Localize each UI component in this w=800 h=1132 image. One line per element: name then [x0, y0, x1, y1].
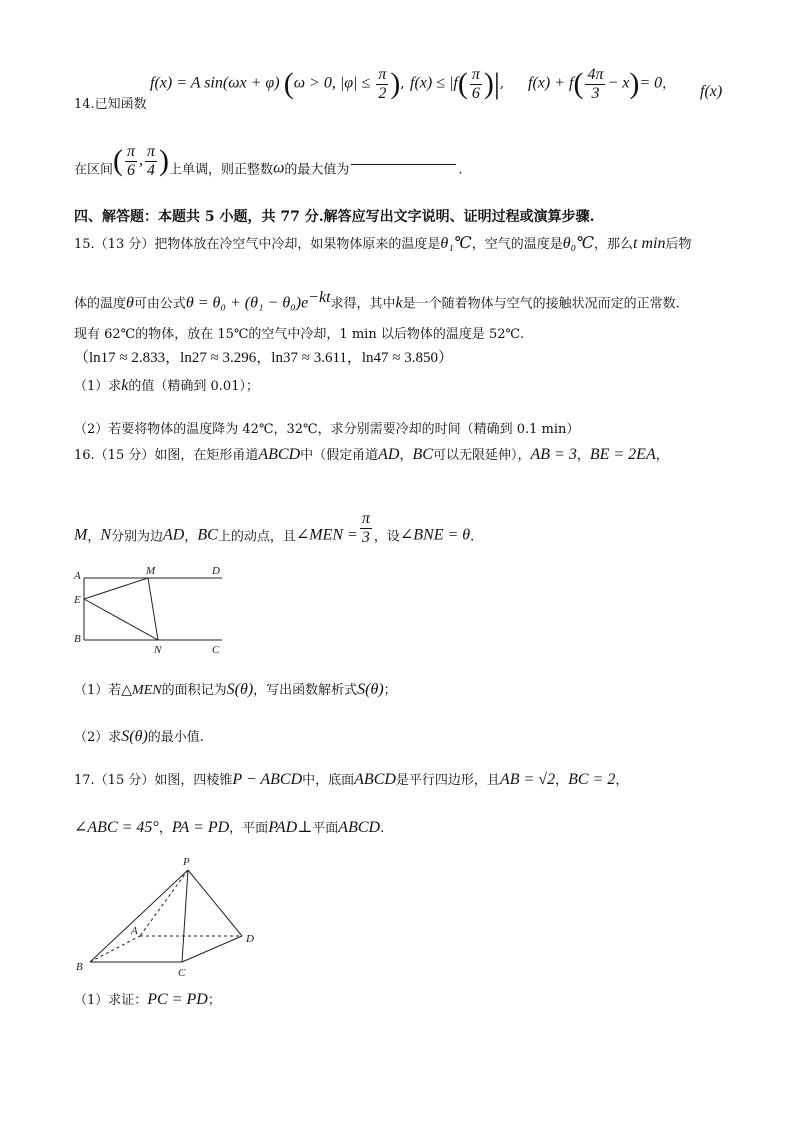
- edge-pa: [140, 870, 188, 936]
- edge-pb: [90, 870, 188, 962]
- q14-cond: ω > 0, |φ| ≤: [293, 74, 371, 92]
- q14-line1: f(x) = A sin(ωx + φ) (ω > 0, |φ| ≤ $\frac{\pi}{2}$ ),: [150, 66, 405, 102]
- q14-func: f(x) = A sin(ωx + φ): [150, 74, 280, 92]
- label-d: D: [212, 565, 220, 577]
- q14-answer-blank[interactable]: [351, 152, 456, 165]
- q16-line1: 16.（15 分）如图，在矩形甬道ABCD中（假定甬道AD，BC可以无限延伸），AB = 3，BE = 2EA，: [74, 446, 669, 463]
- label-p: P: [183, 856, 190, 868]
- q14-ineq: f(x) ≤ |f( $\frac{\pi}{6}$ )|,: [410, 66, 504, 102]
- q16-figure: [70, 562, 230, 662]
- q17-figure: [70, 852, 270, 982]
- label-d: D: [246, 933, 254, 945]
- q14-frac-4pi-3: $\frac{4\pi}{3}$: [587, 66, 604, 102]
- line-mn: [148, 578, 158, 640]
- line-en: [84, 599, 158, 640]
- q15-line2: 体的温度θ可由公式$\theta = \theta_0 + (\theta_1 - \theta_0)e^{-kt}$求得，其中k是一个随着物体与空气的接触状况而定的正常数.: [74, 289, 680, 312]
- q17-line2: ∠ABC = 45°，PA = PD，平面PAD⊥平面ABCD.: [74, 819, 385, 836]
- q14-frac-pi-2: $\frac{\pi}{2}$: [378, 66, 387, 102]
- label-c: C: [212, 644, 220, 656]
- q15-line4: （ln17 ≈ 2.833，ln27 ≈ 3.296，ln37 ≈ 3.611，ln47 ≈ 3.850）: [74, 350, 454, 366]
- q14-line2: 在区间( $\frac{\pi}{6}$ , $\frac{\pi}{4}$ )上单调，则正整数ω的最大值为 .: [74, 143, 463, 179]
- edge-ab: [90, 936, 140, 962]
- label-c: C: [178, 967, 186, 979]
- section4-heading: 四、解答题：本题共 5 小题，共 77 分.解答应写出文字说明、证明过程或演算步骤.: [74, 209, 595, 225]
- label-a: A: [131, 925, 138, 937]
- q16-line2: M，N分别为边AD，BC上的动点，且∠MEN = $\frac{\pi}{3}$ ，设∠BNE = θ.: [74, 510, 475, 546]
- label-n: N: [154, 644, 162, 656]
- q14-prefix: 14.已知函数: [74, 97, 147, 112]
- label-m: M: [146, 565, 156, 577]
- q16-frac-pi-3: $\frac{\pi}{3}$: [361, 510, 370, 546]
- q15-line1: 15.（13 分）把物体放在冷空气中冷却，如果物体原来的温度是θ₁℃，空气的温度是θ₀℃，那么t min后物: [74, 235, 692, 252]
- q15-part1: （1）求k的值（精确到 0.01）；: [74, 377, 259, 394]
- edge-pc: [182, 870, 188, 962]
- q15-formula: θ = θ₀ + (θ₁ − θ₀)e: [185, 294, 309, 312]
- edge-cd: [182, 936, 242, 962]
- q14-fx: f(x): [700, 83, 723, 100]
- q16-part2: （2）求S(θ)的最小值.: [74, 728, 204, 745]
- label-b: B: [74, 633, 81, 645]
- label-a: A: [74, 570, 81, 582]
- q15-part2: （2）若要将物体的温度降为 42℃，32℃，求分别需要冷却的时间（精确到 0.1 min）: [74, 422, 580, 437]
- line-em: [84, 578, 148, 599]
- q15-line3: 现有 62℃的物体，放在 15℃的空气中冷却，1 min 以后物体的温度是 52℃.: [74, 327, 525, 342]
- label-b: B: [76, 961, 83, 973]
- q14-frac-pi-6: $\frac{\pi}{6}$: [471, 66, 480, 102]
- q17-line1: 17.（15 分）如图，四棱锥P − ABCD中，底面ABCD是平行四边形，且AB = √2，BC = 2，: [74, 771, 629, 788]
- q16-part1: （1）若△MEN的面积记为S(θ)，写出函数解析式S(θ)；: [74, 681, 397, 698]
- label-e: E: [74, 594, 81, 606]
- q17-part1: （1）求证：PC = PD；: [74, 991, 221, 1008]
- edge-pd: [188, 870, 242, 936]
- q14-sum: f(x) + f( $\frac{4\pi}{3}$ − x)= 0，: [528, 66, 676, 102]
